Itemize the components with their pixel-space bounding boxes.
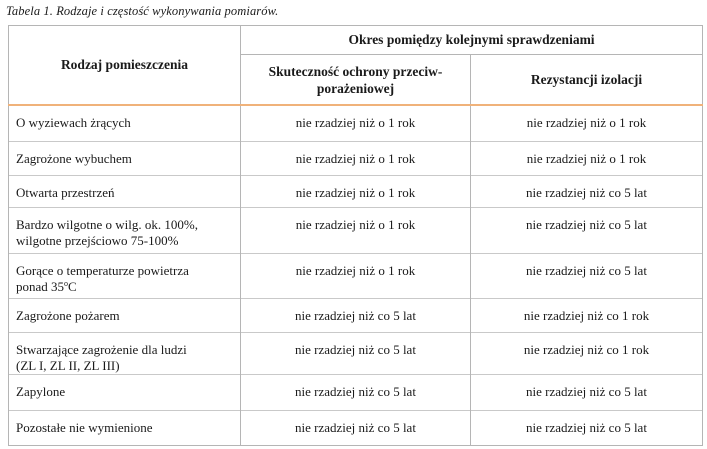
protection-cell: nie rzadziej niż o 1 rok <box>241 207 471 253</box>
table-row <box>9 175 703 207</box>
header-shock-protection: Skuteczność ochrony przeciw- porażeniowej <box>241 55 471 106</box>
table-row <box>9 332 703 374</box>
insulation-cell: nie rzadziej niż o 1 rok <box>471 141 703 175</box>
protection-cell: nie rzadziej niż co 5 lat <box>241 332 471 374</box>
room-type-cell: Gorące o temperaturze powietrza ponad 35$^o$C <box>9 253 241 298</box>
insulation-cell: nie rzadziej niż co 1 rok <box>471 332 703 374</box>
table-caption: Tabela 1. Rodzaje i częstość wykonywania pomiarów. <box>6 4 279 18</box>
room-type-cell: Zagrożone wybuchem <box>9 141 241 175</box>
room-type-cell: O wyziewach żrących <box>9 105 241 141</box>
degree-sign: o <box>64 278 69 288</box>
insulation-cell: nie rzadziej niż o 1 rok <box>471 105 703 141</box>
protection-cell: nie rzadziej niż co 5 lat <box>241 410 471 445</box>
room-type-cell: Pozostałe nie wymienione <box>9 410 241 445</box>
insulation-cell: nie rzadziej niż co 5 lat <box>471 175 703 207</box>
header-insulation-resistance: Rezystancji izolacji <box>471 55 703 106</box>
protection-cell: nie rzadziej niż o 1 rok <box>241 175 471 207</box>
table-row <box>9 410 703 445</box>
insulation-cell: nie rzadziej niż co 5 lat <box>471 253 703 298</box>
room-type-cell: Bardzo wilgotne o wilg. ok. 100%, wilgotne przejściowo 75-100% <box>9 207 241 253</box>
protection-cell: nie rzadziej niż o 1 rok <box>241 141 471 175</box>
room-type-cell: Zagrożone pożarem <box>9 298 241 332</box>
measurement-frequency-table <box>8 25 703 446</box>
insulation-cell: nie rzadziej niż co 5 lat <box>471 410 703 445</box>
protection-cell: nie rzadziej niż co 5 lat <box>241 374 471 410</box>
protection-cell: nie rzadziej niż o 1 rok <box>241 105 471 141</box>
insulation-cell: nie rzadziej niż co 5 lat <box>471 374 703 410</box>
table-row <box>9 374 703 410</box>
table-row <box>9 253 703 298</box>
table-row <box>9 298 703 332</box>
insulation-cell: nie rzadziej niż co 1 rok <box>471 298 703 332</box>
header-room-type: Rodzaj pomieszczenia <box>9 26 241 106</box>
protection-cell: nie rzadziej niż co 5 lat <box>241 298 471 332</box>
protection-cell: nie rzadziej niż o 1 rok <box>241 253 471 298</box>
table-row <box>9 141 703 175</box>
table-row <box>9 207 703 253</box>
table-row <box>9 105 703 141</box>
room-type-cell: Stwarzające zagrożenie dla ludzi (ZL I, ZL II, ZL III) <box>9 332 241 374</box>
header-period: Okres pomiędzy kolejnymi sprawdzeniami <box>241 26 703 55</box>
insulation-cell: nie rzadziej niż co 5 lat <box>471 207 703 253</box>
room-type-cell: Otwarta przestrzeń <box>9 175 241 207</box>
room-type-cell: Zapylone <box>9 374 241 410</box>
